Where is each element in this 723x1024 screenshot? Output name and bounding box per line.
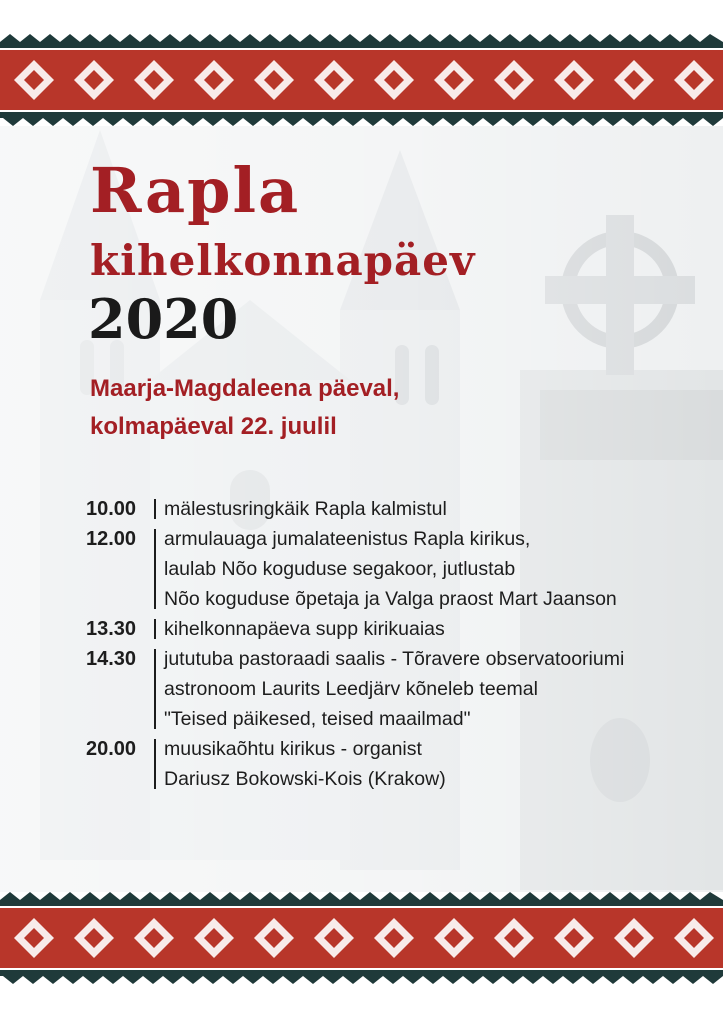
subtitle-line-1: Maarja-Magdaleena päeval,	[90, 375, 400, 402]
ornamental-band-top	[0, 34, 723, 126]
schedule-time: 20.00	[86, 738, 137, 760]
subtitle-line-2: kolmapäeval 22. juulil	[90, 413, 337, 440]
schedule-time: 14.30	[86, 648, 137, 670]
schedule-time: 10.00	[86, 498, 137, 520]
schedule-text: mälestusringkäik Rapla kalmistul	[164, 498, 447, 520]
schedule-text: muusikaõhtu kirikus - organist	[164, 738, 422, 760]
schedule-item	[86, 644, 716, 734]
schedule-item	[86, 494, 716, 524]
schedule-text: "Teised päikesed, teised maailmad"	[164, 708, 471, 730]
schedule-item	[86, 734, 716, 794]
schedule-divider	[154, 619, 156, 639]
schedule-text: astronoom Laurits Leedjärv kõneleb teemal	[164, 678, 538, 700]
schedule-divider	[154, 529, 156, 609]
poster-title: Rapla	[90, 154, 301, 227]
schedule-divider	[154, 739, 156, 789]
schedule-time: 13.30	[86, 618, 137, 640]
schedule-item	[86, 614, 716, 644]
schedule-text: armulauaga jumalateenistus Rapla kirikus,	[164, 528, 531, 550]
schedule-text: kihelkonnapäeva supp kirikuaias	[164, 618, 445, 640]
event-schedule	[86, 494, 716, 794]
schedule-text: Nõo koguduse õpetaja ja Valga praost Mart Jaanson	[164, 588, 617, 610]
ornamental-band-bottom	[0, 892, 723, 984]
poster-title-subline: kihelkonnapäev	[90, 236, 476, 285]
schedule-text: jututuba pastoraadi saalis - Tõravere observatooriumi	[164, 648, 625, 670]
schedule-time: 12.00	[86, 528, 137, 550]
schedule-divider	[154, 499, 156, 519]
poster-year: 2020	[88, 287, 239, 351]
schedule-text: laulab Nõo koguduse segakoor, jutlustab	[164, 558, 516, 580]
schedule-divider	[154, 649, 156, 729]
schedule-text: Dariusz Bokowski-Kois (Krakow)	[164, 768, 446, 790]
event-date-subtitle	[90, 370, 399, 446]
schedule-item	[86, 524, 716, 614]
